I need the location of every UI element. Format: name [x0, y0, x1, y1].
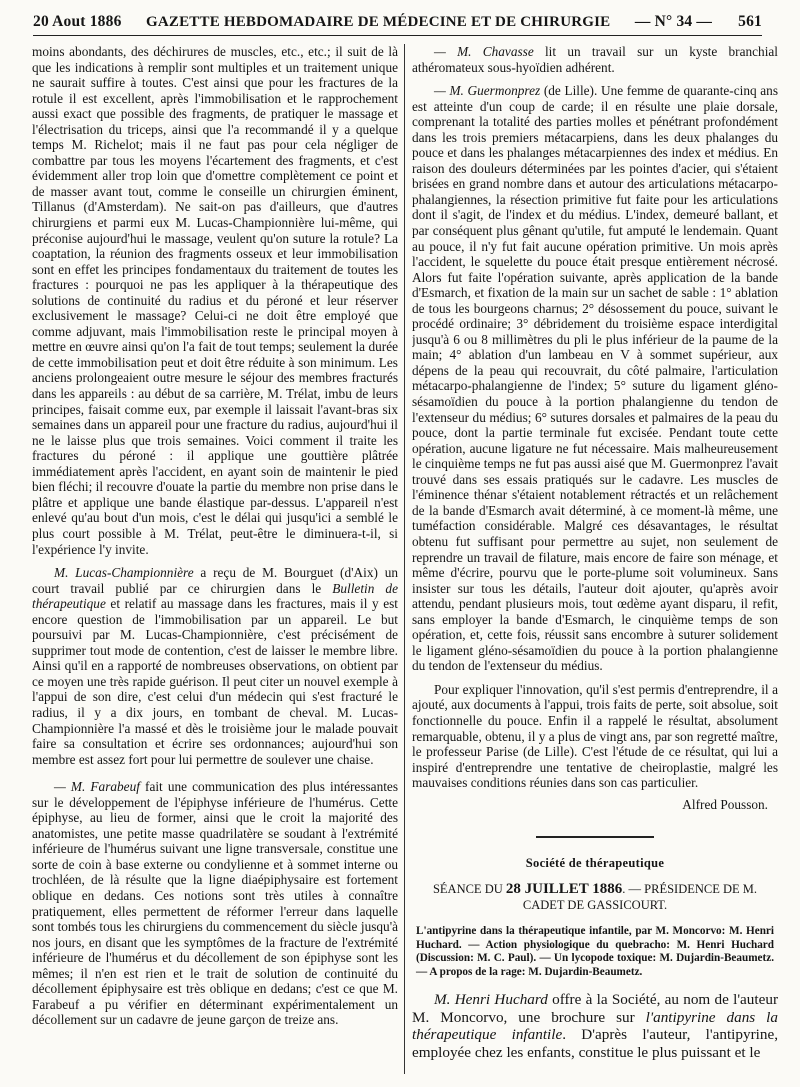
paragraph-innovation: Pour expliquer l'innovation, qu'il s'est permis d'entreprendre, il a ajouté, aux documents à l'appui, trois faits de perte, soit absolue, soit fonctionnelle du pouce. Enfin il a rappelé le résultat, absolument remarquable, obtenu, il y a plus de vingt ans, par son regretté maître, le professeur Parise (de Lille). C'est l'étude de ce résultat, qui lui a inspiré d'entreprendre une tentative de cheiroplastie, malgré les mauvaises conditions réunies dans son cas particulier.: [412, 681, 778, 791]
signature: Alfred Pousson.: [682, 796, 768, 812]
page-number: 561: [738, 13, 762, 30]
session-heading: SÉANCE DU 28 JUILLET 1886. — PRÉSIDENCE DE M. CADET DE GASSICOURT.: [432, 881, 758, 913]
author-name: — M. Farabeuf: [54, 779, 140, 795]
paragraph-huchard: M. Henri Huchard offre à la Société, au nom de l'auteur M. Moncorvo, une brochure sur l'antipyrine dans la thérapeutique infantile. D'après l'auteur, l'antipyrine, employée chez les enfants, constitue le plus puissant et le: [412, 991, 778, 1061]
session-summary: L'antipyrine dans la thérapeutique infantile, par M. Moncorvo: M. Henri Huchard. — Action physiologique du quebracho: M. Henri Huchard (Discussion: M. C. Paul). — Un lycopode toxique: M. Dujardin-Beaumetz. — A propos de la rage: M. Dujardin-Beaumetz.: [416, 925, 774, 978]
running-header: [33, 8, 762, 36]
paragraph-rotule: moins abondants, des déchirures de muscles, etc., etc.; il suit de là que les indications à remplir sont multiples et un traitement unique ne saurait suffire à toutes. C'est ainsi que pour les fractures de la rotule il est excellent, après l'immobilisation et le rapprochement aussi exact que possible des fragments, de pratiquer le massage et l'électrisation du triceps, ainsi que l'a recommandé il y a quelque temps M. Richelot; mais il ne faut pas pour cela négliger de combattre par tous les moyens l'écartement des fragments, et c'est évidemment aller trop loin que d'omettre complètement ce point et de masser avant tout, comme le conseille un chirurgien éminent, Tillanus (d'Amsterdam). Ne sait-on pas d'ailleurs, que d'autres chirurgiens et parmi eux M. Lucas-Championnière lui-même, qui préconise aujourd'hui le massage, veulent qu'on suture la rotule? La coaptation, la réunion des fragments osseux et leur immobilisation sont en effet les principes fondamentaux du traitement de toutes les fractures : pourquoi ne pas les appliquer à la thérapeutique des solutions de continuité du radius et du péroné et leur réserver exclusivement le massage? Celui-ci ne doit être employé que comme adjuvant, mais l'immobilisation reste le principal moyen à mettre en œuvre ainsi qu'on l'a fait de tout temps; seulement la durée de cette immobilisation peut et doit être réduite à son minimum. Les anciens prolongeaient outre mesure le séjour des membres fracturés dans les appareils : au début de sa carrière, M. Trélat, imbu de leurs principes, faisait comme eux, par exemple il laissait l'avant-bras six semaines dans un appareil pour une fracture du radius, aujourd'hui il ne le laisse plus que trois semaines. Voici comment il traite les fractures du péroné : il applique une gouttière plâtrée immédiatement après l'accident, en ayant soin de maintenir le pied bien fléchi; il recouvre d'ouate la partie du membre non prise dans le plâtre et applique une bande élastique par-dessus. L'appareil n'est enlevé qu'au bout d'un mois, c'est le délai qui jusqu'ici a semblé le plus court possible à M. Trélat, peut-être le diminuera-t-il, si l'expérience l'y invite.: [32, 44, 398, 557]
author-name: — M. Guermonprez: [434, 83, 541, 99]
author-name: — M. Chavasse: [434, 44, 534, 59]
column-divider: [404, 44, 405, 1074]
paragraph-guermonprez: — M. Guermonprez (de Lille). Une femme de quarante-cinq ans est atteinte d'un coup de carde; il en résulte une plaie dorsale, comprenant la totalité des parties molles et pénétrant profondément dans les trois premiers métacarpiens, dans les deux phalanges du pouce et dans les phalanges métacarpiennes des index et médius. En raison des douleurs déterminées par les pointes d'acier, qui s'étaient brisées en grand nombre dans et autour des articulations métacarpo-phalangiennes, la résection primitive fut faite pour les articulations dont il s'agit, de l'index et du médius. L'index, demeuré ballant, et par conséquent plus gênant qu'utile, fut amputé le lendemain. Quant au pouce, il n'y fut fait aucune opération primitive. Un mois après l'accident, le squelette du pouce était presque entièrement nécrosé. Alors fut faite l'opération suivante, après application de la bande d'Esmarch, et fixation de la main sur un sachet de sable : 1° ablation de tous les bourgeons charnus; 2° désossement du pouce, suivant le procédé ordinaire; 3° débridement du troisième espace interdigital jusqu'à 6 ou 8 millimètres du pli le plus inférieur de la paume de la main; 4° ablation d'un lambeau en V à sommet supérieur, aux dépens de la peau qui recouvrait, du côté palmaire, l'articulation métacarpo-phalangienne de l'index; 5° suture du ligament gléno-sésamoïdien du pouce à la portion phalangienne du tendon de l'extenseur du médius; 6° sutures dorsales et palmaires de la peau du pouce, dont la partie terminale fut excisée. Pendant toute cette opération, aucune ligature ne fut nécessaire. Mais malheureusement le cinquième temps ne fut pas aussi aisé que M. Guermonprez l'avait trouvé dans ses essais pratiqués sur le cadavre. Les muscles de l'éminence thénar s'étaient notablement rétractés et un relâchement de la bande d'Esmarch avait déterminé, à ce moment-là même, une tuméfaction considérable. Malgré ces désavantages, le résultat obtenu fut suffisant pour permettre au sujet, non seulement de reprendre un travail de filature, mais encore de faire son ménage, et même d'écrire, pourvu que le porte-plume soit volumineux. Sans insister sur tous les détails, l'auteur doit ajouter, qu'après avoir attendu, pendant plusieurs mois, tout œdème ayant disparu, il refit, sans employer la bande d'Esmarch, le cinquième temps de son opération, et, cette fois, réussit sans encombre à suturer solidement le ligament gléno-sésamoïdien du pouce à la portion phalangienne du tendon de l'extenseur du médius.: [412, 83, 778, 674]
author-name: M. Henri Huchard: [434, 991, 548, 1009]
brochure-title: l'antipyrine dans la thérapeutique infantile: [412, 1008, 778, 1044]
session-date: 28 JUILLET 1886: [505, 881, 623, 898]
paragraph-farabeuf: — M. Farabeuf fait une communication des plus intéressantes sur le développement de l'épiphyse inférieure de l'humérus. Cette épiphyse, au lieu de former, ainsi que le croit la majorité des anatomistes, une petite masse quadrilatère se soudant à l'extrémité inférieure de l'humérus suivant une ligne transversale, constitue une sorte de coin à base externe ou condylienne et à sommet interne ou trochléen, de là résulte que la ligne diaépiphysaire est fortement oblique en dedans. Ces notions sont très utiles à connaître pratiquement, elles permettent de réformer l'erreur dans laquelle sont tombés tous les chirurgiens du commencement du siècle jusqu'à nos jours, en disant que les symptômes de la fracture de l'extrémité inférieure de l'humérus et du décollement de son épiphyse sont les mêmes; il n'en est rien et le trait de solution de continuité du décollement épiphysaire est très oblique en dedans; c'est ce que M. Farabeuf a pu vérifier en déterminant expérimentalement un décollement sur un cadavre de jeune garçon de treize ans.: [32, 779, 398, 1028]
society-heading: Société de thérapeutique: [525, 855, 665, 870]
paragraph-lucas-championniere: M. Lucas-Championnière a reçu de M. Bourguet (d'Aix) un court travail publié par ce chirurgien dans le Bulletin de thérapeutique et relatif au massage dans les fractures, mais il y est encore question de l'immobilisation par un appareil. Le but poursuivi par M. Lucas-Championnière, c'est précisément de supprimer tout mode de contention, c'est de laisser le membre libre. Ainsi qu'il en a rapporté de nombreuses observations, on obtient par ce moyen une très rapide guérison. Il peut citer un nouvel exemple à l'appui de son dire, c'est celui d'un médecin qui s'est fracturé le radius, il y a dix jours, en tombant de cheval. M. Lucas-Championnière l'a massé et dès le troisième jour le malade pouvait faire sa consultation et écrire ses ordonnances; aujourd'hui son membre est assez fort pour lui permettre de soulever une chaise.: [32, 565, 398, 767]
section-rule: [536, 836, 654, 837]
header-date: 20 Aout 1886: [33, 13, 122, 30]
journal-ref: Bulletin de thérapeutique: [32, 580, 398, 612]
paragraph-chavasse: — M. Chavasse lit un travail sur un kyste branchial athéromateux sous-hyoïdien adhérent.: [412, 44, 778, 75]
left-column: [32, 44, 398, 1080]
author-name: M. Lucas-Championnière: [54, 565, 194, 581]
journal-title: GAZETTE HEBDOMADAIRE DE MÉDECINE ET DE CHIRURGIE: [145, 14, 611, 30]
issue-number: — N° 34 —: [634, 13, 713, 30]
right-column: [412, 44, 778, 1080]
